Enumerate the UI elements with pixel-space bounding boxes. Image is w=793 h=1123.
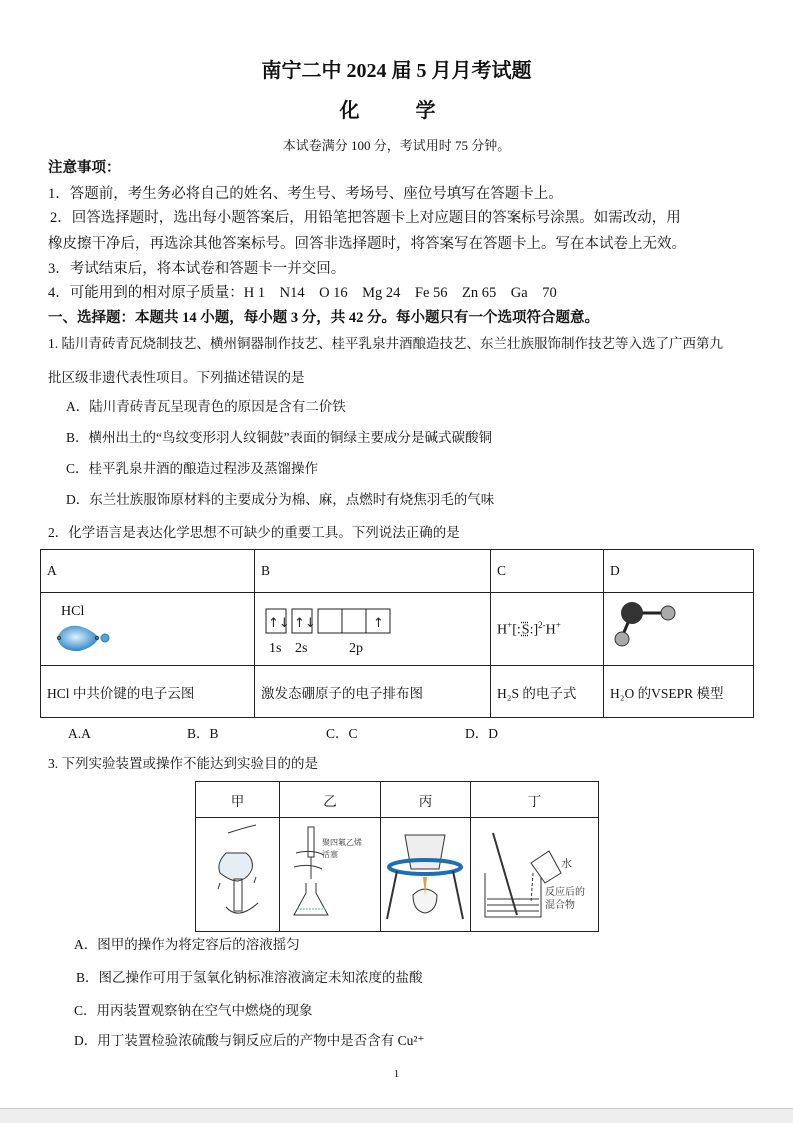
q2-stem: 2．化学语言是表达化学思想不可缺少的重要工具。下列说法正确的是 <box>48 525 460 540</box>
section-heading: 一、选择题：本题共 14 小题，每小题 3 分，共 42 分。每小题只有一个选项符合题意。 <box>48 310 599 326</box>
page-number: 1 <box>393 1068 400 1080</box>
q2-answer-a: A.A <box>68 726 91 741</box>
vsepr-model-cell <box>604 593 754 666</box>
bracket: ] <box>533 622 539 638</box>
q3-option-c: C．用丙装置观察钠在空气中燃烧的现象 <box>74 1003 313 1018</box>
header-a: A <box>41 550 255 593</box>
header-c: C <box>491 550 604 593</box>
label-water: 水 <box>560 857 572 870</box>
dilution-beaker-icon <box>473 823 597 923</box>
water-molecule-model-icon <box>610 597 690 657</box>
orbital-diagram-cell <box>255 593 491 666</box>
q1-option-c: C．桂平乳泉井酒的酿造过程涉及蒸馏操作 <box>66 461 319 476</box>
instruction-item: 4．可能用到的相对原子质量：H 1 N14 O 16 Mg 24 Fe 56 Zn 65 Ga 70 <box>48 285 557 301</box>
q1-stem: 批区级非遗代表性项目。下列描述错误的是 <box>48 370 305 385</box>
instruction-item: 3．考试结束后，将本试卷和答题卡一并交回。 <box>48 261 346 277</box>
instruction-item: 1．答题前，考生务必将自己的姓名、考生号、考场号、座位号填写在答题卡上。 <box>48 186 563 202</box>
q1-stem: 1. 陆川青砖青瓦烧制技艺、横州铜器制作技艺、桂平乳泉井酒酿造技艺、东兰壮族服饰制作技艺等入选了广西第九 <box>48 336 723 351</box>
hcl-cloud-cell <box>41 593 255 666</box>
caption-a: HCl 中共价键的电子云图 <box>41 666 255 718</box>
q3-stem: 3. 下列实验装置或操作不能达到实验目的的是 <box>48 756 318 771</box>
label-mixture-1: 反应后的 <box>544 886 585 898</box>
q1-option-a: A．陆川青砖青瓦呈现青色的原因是含有二价铁 <box>66 399 346 414</box>
caption-c: H₂S 的电子式 <box>491 666 604 718</box>
instructions-heading: 注意事项： <box>48 160 121 176</box>
svg-text:↑↓: ↑↓ <box>268 616 290 631</box>
label-stopcock: 活塞 <box>322 849 338 859</box>
h-atom: H <box>545 622 556 638</box>
apparatus-bing <box>381 818 471 932</box>
caption-b: 激发态硼原子的电子排布图 <box>255 666 491 718</box>
q2-answer-b: B．B <box>187 726 219 741</box>
header-yi: 乙 <box>280 782 381 818</box>
hcl-label: HCl <box>61 604 85 619</box>
header-ding: 丁 <box>471 782 599 818</box>
orbital-label-1s: 1s <box>269 641 282 656</box>
page-bottom-edge <box>0 1108 793 1123</box>
header-b: B <box>255 550 491 593</box>
orbital-label-2s: 2s <box>295 641 308 656</box>
q2-answer-c: C．C <box>326 726 358 741</box>
s-atom: S <box>521 622 530 638</box>
charge: 2- <box>538 619 546 630</box>
apparatus-ding <box>471 818 599 932</box>
exam-note: 本试卷满分 100 分，考试用时 75 分钟。 <box>282 138 511 153</box>
subject-title: 化 学 <box>339 100 454 122</box>
q3-option-d: D．用丁装置检验浓硫酸与铜反应后的产物中是否含有 Cu²⁺ <box>74 1033 425 1048</box>
charge: + <box>507 619 513 630</box>
header-d: D <box>604 550 754 593</box>
svg-text:↑↓: ↑↓ <box>294 616 316 631</box>
header-jia: 甲 <box>196 782 280 818</box>
q3-option-a: A．图甲的操作为将定容后的溶液摇匀 <box>74 937 300 952</box>
q2-answer-d: D．D <box>465 726 498 741</box>
volumetric-flask-shaking-icon <box>208 823 268 923</box>
bracket: [ <box>512 622 517 638</box>
apparatus-yi <box>280 818 381 932</box>
instruction-item: 2．回答选择题时，选出每小题答案后，用铅笔把答题卡上对应题目的答案标号涂黑。如需改动，用 <box>50 210 681 226</box>
h-atom: H <box>497 622 508 638</box>
charge: + <box>555 619 561 630</box>
orbital-label-2p: 2p <box>349 641 363 656</box>
label-ptfe: 聚四氟乙烯 <box>322 837 362 847</box>
caption-d: H₂O 的VSEPR 模型 <box>604 666 754 718</box>
instruction-item: 橡皮擦干净后，再选涂其他答案标号。回答非选择题时，将答案写在答题卡上。写在本试卷上无效。 <box>48 236 686 252</box>
q1-option-d: D．东兰壮族服饰原材料的主要成分为棉、麻，点燃时有烧焦羽毛的气味 <box>66 492 495 507</box>
apparatus-jia <box>196 818 280 932</box>
exam-title: 南宁二中 2024 届 5 月月考试题 <box>261 60 532 82</box>
titration-icon <box>282 823 378 923</box>
q2-table <box>40 549 754 718</box>
electron-cloud-icon <box>53 624 113 654</box>
header-bing: 丙 <box>381 782 471 818</box>
h2s-formula-cell: H+[:S:]$^{2-}$H+ <box>491 593 604 666</box>
svg-text:↑: ↑ <box>373 616 384 631</box>
orbital-diagram-icon <box>261 597 411 657</box>
q1-option-b: B．横州出土的“鸟纹变形羽人纹铜鼓”表面的铜绿主要成分是碱式碳酸铜 <box>66 430 492 445</box>
q3-table <box>195 781 599 932</box>
crucible-heating-icon <box>383 823 469 923</box>
q3-option-b: B．图乙操作可用于氢氧化钠标准溶液滴定未知浓度的盐酸 <box>76 970 423 985</box>
label-mixture-2: 混合物 <box>544 899 575 911</box>
